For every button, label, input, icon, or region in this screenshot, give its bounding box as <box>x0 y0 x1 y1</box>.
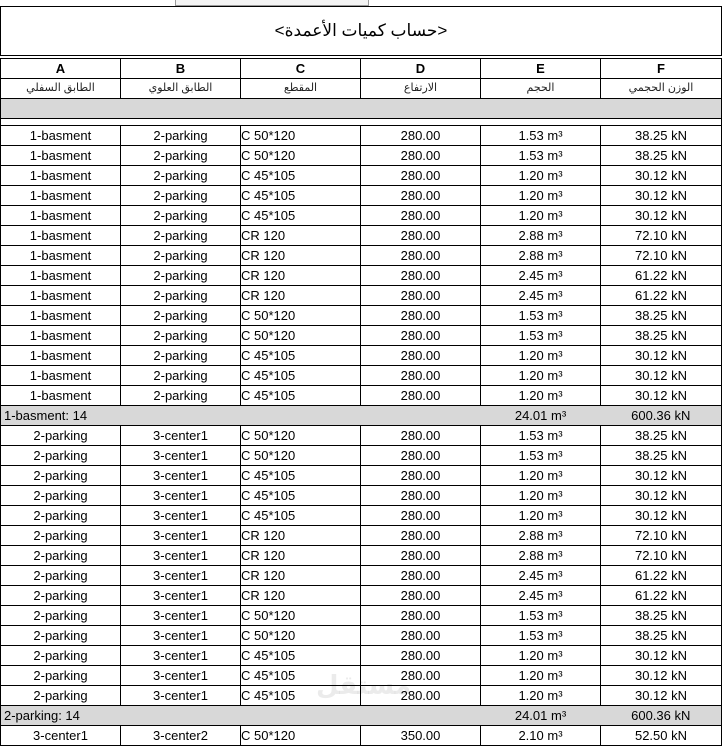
cell-weight[interactable]: 61.22 kN <box>601 266 722 286</box>
cell-lower-level[interactable]: 1-basment <box>1 286 121 306</box>
cell-lower-level[interactable]: 3-center1 <box>1 726 121 746</box>
cell-volume[interactable]: 1.20 m³ <box>481 166 601 186</box>
cell-weight[interactable]: 30.12 kN <box>601 466 722 486</box>
cell-height[interactable]: 280.00 <box>361 546 481 566</box>
cell-upper-level[interactable]: 2-parking <box>121 306 241 326</box>
cell-lower-level[interactable]: 1-basment <box>1 346 121 366</box>
cell-weight[interactable]: 38.25 kN <box>601 126 722 146</box>
table-row[interactable] <box>1 186 722 206</box>
cell-volume[interactable]: 1.53 m³ <box>481 146 601 166</box>
cell-section[interactable]: C 45*105 <box>241 486 361 506</box>
schedule-title: <حساب كميات الأعمدة> <box>0 6 722 56</box>
header-weight[interactable]: الوزن الحجمي <box>601 79 722 99</box>
table-row[interactable] <box>1 286 722 306</box>
cell-section[interactable]: CR 120 <box>241 586 361 606</box>
cell-section[interactable]: C 45*105 <box>241 646 361 666</box>
cell-upper-level[interactable]: 2-parking <box>121 186 241 206</box>
group-total-row[interactable] <box>1 406 722 426</box>
cell-lower-level[interactable]: 1-basment <box>1 366 121 386</box>
cell-lower-level[interactable]: 2-parking <box>1 526 121 546</box>
table-row[interactable] <box>1 626 722 646</box>
cell-volume[interactable]: 1.53 m³ <box>481 306 601 326</box>
column-headers-row <box>1 79 722 99</box>
cell-section[interactable]: C 45*105 <box>241 186 361 206</box>
cell-weight[interactable]: 30.12 kN <box>601 686 722 706</box>
table-row[interactable] <box>1 306 722 326</box>
cell-upper-level[interactable]: 2-parking <box>121 206 241 226</box>
cell-section[interactable]: C 50*120 <box>241 326 361 346</box>
cell-volume[interactable]: 2.45 m³ <box>481 266 601 286</box>
cell-height[interactable]: 280.00 <box>361 266 481 286</box>
cell-section[interactable]: C 45*105 <box>241 346 361 366</box>
cell-volume[interactable]: 2.88 m³ <box>481 246 601 266</box>
cell-volume[interactable]: 2.45 m³ <box>481 286 601 306</box>
cell-lower-level[interactable]: 1-basment <box>1 386 121 406</box>
cell-volume[interactable]: 2.88 m³ <box>481 526 601 546</box>
cell-volume[interactable]: 1.20 m³ <box>481 366 601 386</box>
cell-upper-level[interactable]: 3-center1 <box>121 586 241 606</box>
table-row[interactable] <box>1 466 722 486</box>
cell-weight[interactable]: 38.25 kN <box>601 446 722 466</box>
cell-section[interactable]: C 45*105 <box>241 686 361 706</box>
table-row[interactable] <box>1 326 722 346</box>
cell-volume[interactable]: 1.20 m³ <box>481 646 601 666</box>
cell-height[interactable]: 280.00 <box>361 166 481 186</box>
cell-lower-level[interactable]: 2-parking <box>1 546 121 566</box>
cell-height[interactable]: 280.00 <box>361 486 481 506</box>
cell-upper-level[interactable]: 3-center1 <box>121 686 241 706</box>
cell-height[interactable]: 280.00 <box>361 526 481 546</box>
group-total-row[interactable] <box>1 706 722 726</box>
cell-weight[interactable]: 30.12 kN <box>601 666 722 686</box>
cell-section[interactable]: C 45*105 <box>241 386 361 406</box>
column-letters-row <box>1 59 722 79</box>
group-total-empty <box>361 706 481 726</box>
cell-upper-level[interactable]: 2-parking <box>121 286 241 306</box>
cell-section[interactable]: C 50*120 <box>241 126 361 146</box>
cell-weight[interactable]: 61.22 kN <box>601 286 722 306</box>
cell-volume[interactable]: 1.53 m³ <box>481 426 601 446</box>
cell-height[interactable]: 280.00 <box>361 686 481 706</box>
cell-upper-level[interactable]: 3-center1 <box>121 646 241 666</box>
cell-lower-level[interactable]: 2-parking <box>1 686 121 706</box>
cell-section[interactable]: CR 120 <box>241 286 361 306</box>
table-row[interactable] <box>1 646 722 666</box>
cell-height[interactable]: 280.00 <box>361 186 481 206</box>
cell-upper-level[interactable]: 2-parking <box>121 366 241 386</box>
table-row[interactable] <box>1 426 722 446</box>
cell-upper-level[interactable]: 2-parking <box>121 386 241 406</box>
table-row[interactable] <box>1 486 722 506</box>
cell-lower-level[interactable]: 1-basment <box>1 166 121 186</box>
table-row[interactable] <box>1 586 722 606</box>
column-letter-e[interactable]: E <box>481 59 601 79</box>
cell-upper-level[interactable]: 3-center1 <box>121 446 241 466</box>
cell-lower-level[interactable]: 2-parking <box>1 486 121 506</box>
cell-weight[interactable]: 30.12 kN <box>601 506 722 526</box>
cell-volume[interactable]: 2.45 m³ <box>481 566 601 586</box>
table-row[interactable] <box>1 386 722 406</box>
cell-volume[interactable]: 2.88 m³ <box>481 226 601 246</box>
group-total-empty <box>241 406 361 426</box>
cell-height[interactable]: 280.00 <box>361 566 481 586</box>
cell-lower-level[interactable]: 2-parking <box>1 606 121 626</box>
cell-upper-level[interactable]: 2-parking <box>121 166 241 186</box>
group-total-weight: 600.36 kN <box>601 706 722 726</box>
cell-weight[interactable]: 72.10 kN <box>601 226 722 246</box>
header-upper-level[interactable]: الطابق العلوي <box>121 79 241 99</box>
cell-weight[interactable]: 61.22 kN <box>601 586 722 606</box>
cell-weight[interactable]: 72.10 kN <box>601 246 722 266</box>
cell-weight[interactable]: 30.12 kN <box>601 186 722 206</box>
table-row[interactable] <box>1 126 722 146</box>
cell-section[interactable]: CR 120 <box>241 566 361 586</box>
cell-upper-level[interactable]: 3-center1 <box>121 486 241 506</box>
table-row[interactable] <box>1 246 722 266</box>
cell-height[interactable]: 280.00 <box>361 226 481 246</box>
cell-weight[interactable]: 38.25 kN <box>601 326 722 346</box>
cell-section[interactable]: CR 120 <box>241 526 361 546</box>
cell-upper-level[interactable]: 2-parking <box>121 126 241 146</box>
group-total-volume: 24.01 m³ <box>481 706 601 726</box>
cell-section[interactable]: C 50*120 <box>241 146 361 166</box>
cell-section[interactable]: CR 120 <box>241 266 361 286</box>
group-total-empty <box>361 406 481 426</box>
header-height[interactable]: الارتفاع <box>361 79 481 99</box>
cell-lower-level[interactable]: 1-basment <box>1 306 121 326</box>
column-letter-d[interactable]: D <box>361 59 481 79</box>
cell-height[interactable]: 280.00 <box>361 246 481 266</box>
cell-section[interactable]: C 45*105 <box>241 366 361 386</box>
cell-weight[interactable]: 38.25 kN <box>601 606 722 626</box>
cell-section[interactable]: C 45*105 <box>241 466 361 486</box>
cell-height[interactable]: 280.00 <box>361 386 481 406</box>
spacer-row <box>1 119 722 126</box>
cell-volume[interactable]: 2.10 m³ <box>481 726 601 746</box>
cell-height[interactable]: 280.00 <box>361 606 481 626</box>
cell-upper-level[interactable]: 2-parking <box>121 146 241 166</box>
cell-lower-level[interactable]: 2-parking <box>1 566 121 586</box>
cell-lower-level[interactable]: 2-parking <box>1 586 121 606</box>
cell-height[interactable]: 280.00 <box>361 346 481 366</box>
cell-upper-level[interactable]: 2-parking <box>121 326 241 346</box>
cell-volume[interactable]: 1.20 m³ <box>481 506 601 526</box>
cell-upper-level[interactable]: 2-parking <box>121 266 241 286</box>
group-total-label: 2-parking: 14 <box>1 706 121 726</box>
cell-section[interactable]: C 45*105 <box>241 206 361 226</box>
cell-weight[interactable]: 30.12 kN <box>601 646 722 666</box>
schedule-table <box>0 58 722 746</box>
cell-lower-level[interactable]: 2-parking <box>1 646 121 666</box>
cell-volume[interactable]: 1.20 m³ <box>481 686 601 706</box>
cell-lower-level[interactable]: 2-parking <box>1 506 121 526</box>
table-row-partial[interactable] <box>1 726 722 746</box>
cell-weight[interactable]: 30.12 kN <box>601 386 722 406</box>
cell-volume[interactable]: 1.53 m³ <box>481 626 601 646</box>
group-total-empty <box>121 706 241 726</box>
cell-weight[interactable]: 30.12 kN <box>601 486 722 506</box>
cell-weight[interactable]: 38.25 kN <box>601 146 722 166</box>
table-row[interactable] <box>1 366 722 386</box>
cell-lower-level[interactable]: 1-basment <box>1 206 121 226</box>
cell-height[interactable]: 280.00 <box>361 306 481 326</box>
cell-section[interactable]: CR 120 <box>241 546 361 566</box>
cell-upper-level[interactable]: 3-center1 <box>121 426 241 446</box>
cell-height[interactable]: 280.00 <box>361 666 481 686</box>
column-letter-c[interactable]: C <box>241 59 361 79</box>
cell-upper-level[interactable]: 3-center2 <box>121 726 241 746</box>
table-row[interactable] <box>1 266 722 286</box>
cell-height[interactable]: 280.00 <box>361 586 481 606</box>
cell-upper-level[interactable]: 3-center1 <box>121 546 241 566</box>
cell-lower-level[interactable]: 1-basment <box>1 186 121 206</box>
cell-height[interactable]: 280.00 <box>361 466 481 486</box>
cell-volume[interactable]: 1.20 m³ <box>481 206 601 226</box>
table-row[interactable] <box>1 446 722 466</box>
table-row[interactable] <box>1 146 722 166</box>
cell-volume[interactable]: 2.88 m³ <box>481 546 601 566</box>
cell-weight[interactable]: 72.10 kN <box>601 546 722 566</box>
cell-volume[interactable]: 1.53 m³ <box>481 126 601 146</box>
cell-height[interactable]: 280.00 <box>361 126 481 146</box>
table-row[interactable] <box>1 526 722 546</box>
cell-upper-level[interactable]: 2-parking <box>121 226 241 246</box>
cell-weight[interactable]: 30.12 kN <box>601 366 722 386</box>
cell-volume[interactable]: 2.45 m³ <box>481 586 601 606</box>
cell-section[interactable]: C 50*120 <box>241 306 361 326</box>
cell-height[interactable]: 280.00 <box>361 326 481 346</box>
cell-volume[interactable]: 1.20 m³ <box>481 486 601 506</box>
table-row[interactable] <box>1 346 722 366</box>
cell-weight[interactable]: 30.12 kN <box>601 166 722 186</box>
cell-lower-level[interactable]: 1-basment <box>1 126 121 146</box>
cell-volume[interactable]: 1.20 m³ <box>481 186 601 206</box>
table-row[interactable] <box>1 226 722 246</box>
cell-section[interactable]: C 50*120 <box>241 606 361 626</box>
cell-section[interactable]: C 45*105 <box>241 166 361 186</box>
cell-volume[interactable]: 1.20 m³ <box>481 346 601 366</box>
cell-lower-level[interactable]: 1-basment <box>1 326 121 346</box>
header-lower-level[interactable]: الطابق السفلي <box>1 79 121 99</box>
cell-lower-level[interactable]: 1-basment <box>1 246 121 266</box>
cell-weight[interactable]: 38.25 kN <box>601 426 722 446</box>
cell-height[interactable]: 280.00 <box>361 206 481 226</box>
header-section[interactable]: المقطع <box>241 79 361 99</box>
cell-volume[interactable]: 1.53 m³ <box>481 326 601 346</box>
cell-upper-level[interactable]: 3-center1 <box>121 526 241 546</box>
cell-section[interactable]: C 50*120 <box>241 726 361 746</box>
cell-weight[interactable]: 38.25 kN <box>601 626 722 646</box>
cell-height[interactable]: 280.00 <box>361 366 481 386</box>
cell-weight[interactable]: 38.25 kN <box>601 306 722 326</box>
cell-weight[interactable]: 30.12 kN <box>601 346 722 366</box>
header-volume[interactable]: الحجم <box>481 79 601 99</box>
cell-section[interactable]: C 50*120 <box>241 426 361 446</box>
cell-upper-level[interactable]: 3-center1 <box>121 606 241 626</box>
group-total-label: 1-basment: 14 <box>1 406 121 426</box>
column-letter-f[interactable]: F <box>601 59 722 79</box>
table-row[interactable] <box>1 606 722 626</box>
table-row[interactable] <box>1 666 722 686</box>
cell-upper-level[interactable]: 3-center1 <box>121 566 241 586</box>
cell-volume[interactable]: 1.20 m³ <box>481 386 601 406</box>
cell-height[interactable]: 280.00 <box>361 506 481 526</box>
cell-upper-level[interactable]: 3-center1 <box>121 466 241 486</box>
cell-lower-level[interactable]: 2-parking <box>1 626 121 646</box>
group-total-volume: 24.01 m³ <box>481 406 601 426</box>
cell-lower-level[interactable]: 1-basment <box>1 226 121 246</box>
cell-lower-level[interactable]: 1-basment <box>1 266 121 286</box>
cell-height[interactable]: 280.00 <box>361 646 481 666</box>
cell-lower-level[interactable]: 2-parking <box>1 426 121 446</box>
group-total-empty <box>241 706 361 726</box>
cell-height[interactable]: 350.00 <box>361 726 481 746</box>
cell-weight[interactable]: 72.10 kN <box>601 526 722 546</box>
cell-height[interactable]: 280.00 <box>361 446 481 466</box>
cell-volume[interactable]: 1.20 m³ <box>481 466 601 486</box>
table-row[interactable] <box>1 546 722 566</box>
cell-section[interactable]: C 45*105 <box>241 666 361 686</box>
cell-height[interactable]: 280.00 <box>361 426 481 446</box>
table-row[interactable] <box>1 686 722 706</box>
cell-weight[interactable]: 61.22 kN <box>601 566 722 586</box>
watermark-logo: مستقل <box>316 670 412 700</box>
table-row[interactable] <box>1 166 722 186</box>
cell-lower-level[interactable]: 2-parking <box>1 446 121 466</box>
cell-section[interactable]: C 50*120 <box>241 446 361 466</box>
cell-upper-level[interactable]: 3-center1 <box>121 506 241 526</box>
cell-height[interactable]: 280.00 <box>361 286 481 306</box>
schedule-body <box>1 59 722 746</box>
cell-section[interactable]: C 50*120 <box>241 626 361 646</box>
cell-volume[interactable]: 1.53 m³ <box>481 606 601 626</box>
cell-lower-level[interactable]: 2-parking <box>1 466 121 486</box>
column-letter-a[interactable]: A <box>1 59 121 79</box>
cell-section[interactable]: CR 120 <box>241 226 361 246</box>
cell-upper-level[interactable]: 2-parking <box>121 246 241 266</box>
cell-volume[interactable]: 1.53 m³ <box>481 446 601 466</box>
table-row[interactable] <box>1 566 722 586</box>
cell-upper-level[interactable]: 3-center1 <box>121 666 241 686</box>
column-letter-b[interactable]: B <box>121 59 241 79</box>
group-total-weight: 600.36 kN <box>601 406 722 426</box>
cell-volume[interactable]: 1.20 m³ <box>481 666 601 686</box>
table-row[interactable] <box>1 506 722 526</box>
cell-lower-level[interactable]: 1-basment <box>1 146 121 166</box>
cell-lower-level[interactable]: 2-parking <box>1 666 121 686</box>
blank-grey-row <box>1 99 722 119</box>
cell-upper-level[interactable]: 2-parking <box>121 346 241 366</box>
cell-upper-level[interactable]: 3-center1 <box>121 626 241 646</box>
cell-weight[interactable]: 52.50 kN <box>601 726 722 746</box>
table-row[interactable] <box>1 206 722 226</box>
cell-section[interactable]: C 45*105 <box>241 506 361 526</box>
cell-section[interactable]: CR 120 <box>241 246 361 266</box>
cell-weight[interactable]: 30.12 kN <box>601 206 722 226</box>
cell-height[interactable]: 280.00 <box>361 626 481 646</box>
cell-height[interactable]: 280.00 <box>361 146 481 166</box>
group-total-empty <box>121 406 241 426</box>
